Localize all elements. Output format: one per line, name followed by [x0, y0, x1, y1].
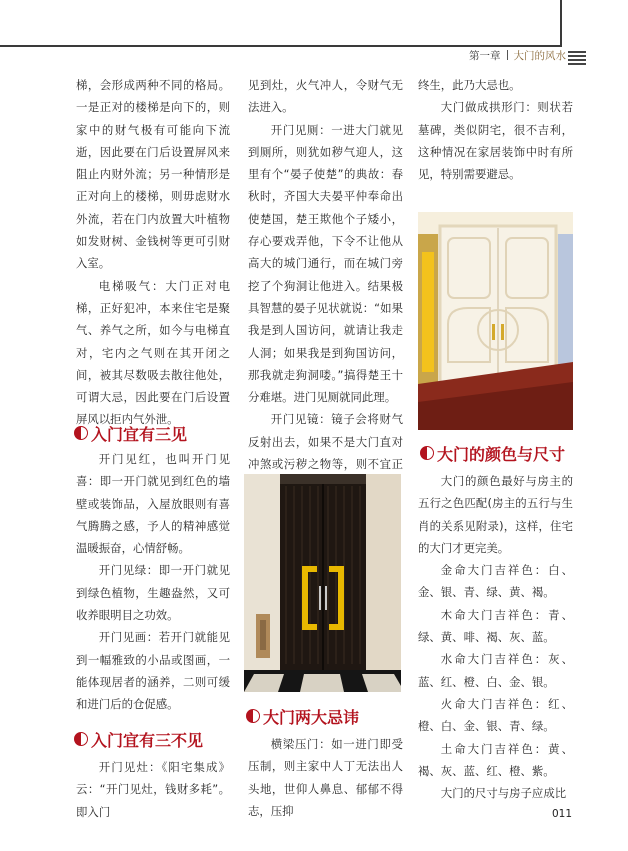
paragraph: 梯，会形成两种不同的格局。一是正对的楼梯是向下的，则家中的财气极有可能向下流逝，因此要在门后设置屏风来阻止内财外流；另一种情形是正对向上的楼梯，则毋虑财水外流，若在门内放置大叶植物如发财树、金钱树等更可引财入室。 — [76, 78, 230, 271]
page-number: 011 — [551, 808, 572, 820]
column-1 — [76, 74, 230, 431]
chapter-label: 第一章 — [469, 50, 501, 62]
menu-lines-icon — [568, 51, 586, 67]
paragraph: 电梯吸气：大门正对电梯，正好犯冲，本来住宅是聚气、养气之所，如今与电梯直对，宅内之气则在其开闭之间，被其尽数吸去散往他处，可谓大忌，因此要在门后设置屏风以拒内气外泄。 — [76, 278, 230, 427]
paragraph: 开门见镜：镜子会将财气反射出去，如果不是大门直对冲煞或污秽之物等，则不宜正 — [248, 412, 403, 472]
dark-wood-door-photo — [244, 474, 401, 692]
header-divider — [560, 0, 562, 47]
paragraph: 开门见绿：即一开门就见到绿色植物，生趣盎然，又可收养眼明目之功效。 — [76, 563, 230, 623]
paragraph: 横梁压门：如一进门即受压制，则主家中人丁无法出人头地，世仰人鼻息、郁郁不得志，压抑 — [248, 737, 403, 818]
column-2-section-2 — [248, 733, 403, 822]
column-3-section-2 — [418, 470, 573, 804]
paragraph: 木命大门吉祥色：青、绿、黄、啡、褐、灰、蓝。 — [418, 607, 573, 645]
section-label: 大门的风水 — [513, 50, 566, 62]
heading-door-color-size: 大门的颜色与尺寸 — [420, 441, 565, 465]
column-2 — [248, 74, 403, 498]
paragraph: 大门的颜色最好与房主的五行之色匹配(房主的五行与生肖的关系见附录)，这样，住宅的大门才更完美。 — [418, 474, 573, 555]
yin-yang-icon — [74, 732, 88, 746]
header-rule — [0, 45, 560, 47]
paragraph: 开门见厕：一进大门就见到厕所，则犹如秽气迎人，这里有个“晏子使楚”的典故：春秋时，齐国大夫晏平仲奉命出使楚国，楚王欺他个子矮小，存心要戏弄他，下令不让他从高大的城门通行，而在城门旁挖了个狗洞让他进入。结果极具智慧的晏子见状就说：“如果我是到人国访问，就请让我走人洞；如果我是到狗国访问，那我就走狗洞喽。”搞得楚王十分难堪。进门见厕就同此理。 — [248, 122, 403, 405]
paragraph: 见到灶，火气冲人，令财气无法进入。 — [248, 78, 403, 115]
heading-three-avoid: 入门宜有三不见 — [74, 727, 203, 751]
heading-three-sights: 入门宜有三见 — [74, 421, 187, 445]
paragraph: 开门见红，也叫开门见喜：即一开门就见到红色的墙壁或装饰品，入屋放眼则有喜气腾腾之感，予人的精神感觉温暖振奋，心情舒畅。 — [76, 452, 230, 556]
column-1-section-3 — [76, 756, 230, 823]
yin-yang-icon — [74, 426, 88, 440]
running-header — [469, 48, 566, 63]
paragraph: 开门见画：若开门就能见到一幅雅致的小品或图画，一能体现居者的涵养，二则可缓和进门后的仓促感。 — [76, 630, 230, 712]
column-1-section-2 — [76, 448, 230, 716]
paragraph: 大门的尺寸与房子应成比 — [440, 786, 567, 801]
yin-yang-icon — [420, 446, 434, 460]
paragraph: 土命大门吉祥色：黄、褐、灰、蓝、红、橙、紫。 — [418, 741, 573, 778]
paragraph: 开门见灶：《阳宅集成》云：“开门见灶，钱财多耗”。即入门 — [76, 760, 230, 819]
column-3 — [418, 74, 573, 185]
yin-yang-icon — [246, 709, 260, 723]
paragraph: 金命大门吉祥色：白、金、银、青、绿、黄、褐。 — [418, 563, 573, 600]
paragraph: 水命大门吉祥色：灰、蓝、红、橙、白、金、银。 — [418, 652, 573, 689]
heading-two-taboos: 大门两大忌讳 — [246, 704, 359, 728]
paragraph: 终生，此乃大忌也。 — [418, 78, 521, 92]
white-double-door-photo — [418, 212, 573, 430]
paragraph: 大门做成拱形门：则状若墓碑，类似阴宅，很不吉利，这种情况在家居装饰中时有所见，特别需要避忌。 — [418, 100, 573, 182]
paragraph: 火命大门吉祥色：红、橙、白、金、银、青、绿。 — [418, 696, 573, 734]
